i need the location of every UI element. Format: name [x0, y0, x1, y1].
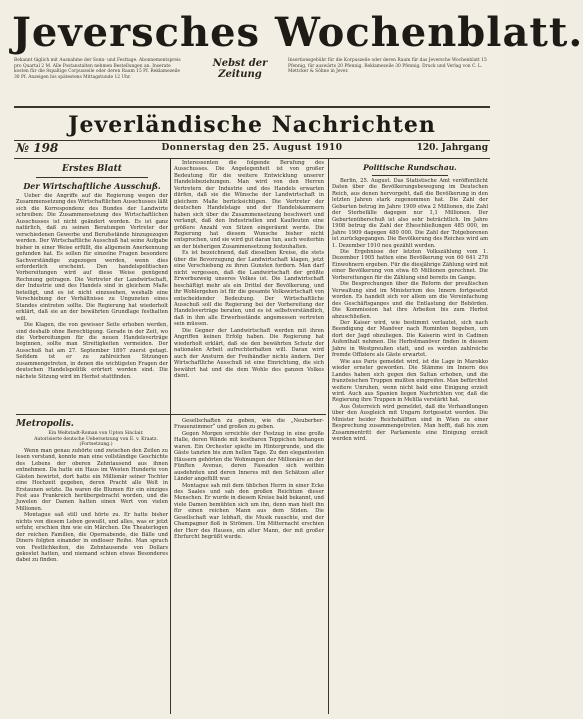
paragraph: Der Kaiser wird, wie bestimmt verlautet, sich nach Beendigung der Manöver nach Rominten begeben, um dort der Jagd obzuliegen. Die Kaiserin wird in Cadinen Aufenthalt nehmen. Die Herbstmanöver finden in diesem Jahre in Westpreußen statt, und es werden zahlreiche fremde Offiziere als Gäste erwartet. — [332, 319, 488, 359]
issue-date: Donnerstag den 25. August 1910 — [161, 143, 343, 153]
paragraph: Die Besprechungen über die Reform der preußischen Verwaltung sind im Ministerium des Innern fortgesetzt worden. Es handelt sich vor allem um die Vereinfachung des Geschäftsganges und die Entlastung der Behörden. Die Kommission hat ihre Arbeiten bis zum Herbst abzuschließen. — [332, 281, 488, 320]
paragraph: Montague sah mit dem üblichen Herrn in einer Ecke des Saales und sah den großen Reichtum dieser Menschen. Er wurde in diesem Kreise bald bekannt, und viele Damen bemühten sich um ihn, denn man hielt ihn für einen reichen Mann aus dem Süden. Die Gesellschaft war lebhaft, die Musik rauschte, und der Champagner floß in Strömen. Um Mitternacht erschien der Herr des Hauses, ein alter Mann, der mit großer Ehrfurcht begrüßt wurde. — [174, 482, 324, 541]
article-heading: Der Wirtschaftliche Ausschuß. — [23, 181, 161, 191]
paragraph: Ueber die Angriffe auf die Regierung wegen der Zusammensetzung des Wirtschaftlichen Ausschusses läßt sich die Korrespondenz des Bundes der Landwirte schreiben: Die Zusammensetzung des Wirtschaftlichen Ausschusses ist nicht geändert worden. Es ist ganz natürlich, daß zu seinen Beratungen Vertreter der verschiedenen Gewerbe und Berufsstände hinzugezogen werden. Der Wirtschaftliche Ausschuß hat seine Aufgabe bisher in einer Weise erfüllt, die allgemein Anerkennung gefunden hat. Es sollen für einzelne Fragen besondere Sachverständige zugezogen werden, wenn dies erforderlich erscheint. Den handelspolitischen Vorbereitungen wird auf diese Weise genügend Rechnung getragen. Die Vertreter der Landwirtschaft, der Industrie und des Handels sind in gleichem Maße beteiligt, und es ist nicht einzusehen, weshalb eine Verschiebung der Verhältnisse zu Ungunsten eines Standes eintreten sollte. Die Regierung hat wiederholt erklärt, daß sie an der bewährten Grundlage festhalten will. — [16, 193, 168, 322]
section-heading: Politische Rundschau. — [363, 163, 457, 172]
issue-year: 120. Jahrgang — [416, 143, 488, 153]
paragraph: Interessenten die folgende Berufung des Ausschusses. Die Angelegenheit ist von großer Bedeutung für die weitere Entwicklung unserer Handelsbeziehungen. Man wird von den Herren Vertretern der Industrie und des Handels erwarten dürfen, daß sie die Wünsche der Landwirtschaft in gleichem Maße berücksichtigen. Die Vertreter der deutschen Handelstage und der Handelskammern haben sich über die Zusammensetzung beschwert und verlangt, daß den Industriellen und Kaufleuten eine größere Anzahl von Sitzen eingeräumt werde. Die Regierung hat diesem Wunsche bisher nicht entsprochen, und sie wird gut daran tun, auch weiterhin an der bisherigen Zusammensetzung festzuhalten. — [174, 160, 324, 250]
subtitle: Jeverländische Nachrichten — [68, 112, 436, 138]
masthead-center-text: Nebst der Zeitung — [212, 58, 268, 80]
section-label: Erstes Blatt — [62, 164, 122, 174]
feature-translator: Autorisierte deutsche Uebersetzung von E. v. Kraatz. — [34, 436, 158, 442]
masthead-title: Jeversches Wochenblatt. — [12, 9, 583, 56]
paragraph: Es ist bezeichnend, daß dieselben Kreise, die stets über die Bevorzugung der Landwirtschaft klagen, jetzt eine Verschiebung zu ihren Gunsten fordern. Man darf nicht vergessen, daß die Landwirtschaft der größte Erwerbszweig unseres Volkes ist. Die Landwirtschaft beschäftigt mehr als ein Drittel der Bevölkerung, und ihr Wohlergehen ist für die gesamte Volkswirtschaft von entscheidender Bedeutung. Der Wirtschaftliche Ausschuß soll die Regierung bei der Vorbereitung der Handelsverträge beraten, und es ist selbstverständlich, daß in ihm alle Erwerbsstände angemessen vertreten sein müssen. — [174, 250, 324, 328]
column-divider-2 — [328, 159, 329, 714]
divider — [372, 175, 448, 176]
paragraph: Wenn man genau zuhörte und zwischen den Zeilen zu lesen verstand, konnte man eine vollständige Geschichte des Lebens der oberen Zehntausend aus ihnen entnehmen. Da hatte ein Haus im Westen Hunderte von Gästen bewirtet, dort hatte ein Millionär seiner Tochter eine Hochzeit gegeben, deren Pracht alle Welt in Erstaunen setzte. Da waren die Blumen für ein einziges Fest aus Frankreich herübergebracht worden, und die Juwelen der Damen hatten einen Wert von vielen Millionen. — [16, 447, 168, 512]
rule-top — [14, 106, 490, 108]
feature-subtitle: Ein Weltstadt-Roman von Upton Sinclair. — [48, 431, 144, 436]
paragraph: Gegen Morgen erreichte der Festzug in eine große Halle, deren Wände mit kostbaren Teppichen behangen waren. Ein Orchester spielte im Hintergrunde, und die Gäste tanzten bis zum hellen Tage. Zu den elegantesten Häusern gehörten die Wohnungen der Millionäre an der Fünften Avenue, deren Fassaden sich weithin ausdehnten und deren Inneres mit den Schätzen aller Länder angefüllt war. — [174, 430, 324, 483]
paragraph: Montague saß still und hörte zu. Er hatte bisher nichts von diesem Leben gewußt, und alles, was er jetzt erfuhr, erschien ihm wie ein Märchen. Die Theaterlogen der reichen Familien, die Opernabende, die Bälle und Diners folgten einander in endloser Reihe. Man sprach von Festlichkeiten, die Zehntausende von Dollars gekostet hatten, und niemand schien etwas Besonderes dabei zu finden. — [16, 512, 168, 564]
paragraph: Die Gegner der Landwirtschaft werden mit ihren Angriffen keinen Erfolg haben. Die Regierung hat wiederholt erklärt, daß sie den bewährten Schutz der nationalen Arbeit aufrechterhalten will. Daran wird auch der Ansturm der Freihändler nichts ändern. Der Wirtschaftliche Ausschuß ist eine Einrichtung, die sich bewährt hat und die dem Wohle des ganzen Volkes dient. — [174, 327, 324, 379]
paragraph: Die Klagen, die von gewisser Seite erhoben werden, sind deshalb ohne Berechtigung. Gerade in der Zeit, wo die Vorbereitungen für die neuen Handelsverträge beginnen, sollte man Streitigkeiten vermeiden. Der Ausschuß hat am 27. September 1897 zuerst getagt. Seitdem ist er zu zahlreichen Sitzungen zusammengetreten, in denen die wichtigsten Fragen der deutschen Handelspolitik erörtert worden sind. Die nächste Sitzung wird im Herbst stattfinden. — [16, 322, 168, 380]
divider — [36, 177, 148, 178]
column-3 — [332, 161, 488, 714]
paragraph: Aus Österreich wird gemeldet, daß die Verhandlungen über den Ausgleich mit Ungarn fortgesetzt werden. Die Minister beider Reichshälften sind in Wien zu einer Besprechung zusammengetreten. Man hofft, daß bis zum Zusammentritt der Parlamente eine Einigung erzielt werden wird. — [332, 403, 488, 443]
rule-bottom — [14, 158, 490, 159]
issue-number: № 198 — [16, 141, 59, 155]
masthead-left-notice: Bekannt täglich mit Ausnahme der Sonn- und Festtage. Abonnementspreis pro Quartal 2 M. Alle Postanstalten nehmen Bestellungen an. Inserate kosten für die 8spaltige Corpuszeile oder deren Raum 15 Pf. Reklamezeile 30 Pf. Anzeigen bis spätestens Mittagstunde 12 Uhr. — [14, 58, 181, 80]
feature-rule — [16, 414, 326, 415]
paragraph: Berlin, 25. August. Das Statistische Amt veröffentlicht Daten über die Bevölkerungsbewegung im Deutschen Reich, aus denen hervorgeht, daß die Bevölkerung in den letzten Jahren stark zugenommen hat. Die Zahl der Geburten betrug im Jahre 1909 etwa 2 Millionen, die Zahl der Sterbefälle dagegen nur 1,1 Millionen. Der Geburtenüberschuß ist also sehr beträchtlich. Im Jahre 1908 betrug die Zahl der Eheschließungen 485 000, im Jahre 1909 dagegen 480 000. Die Zahl der Totgeborenen ist zurückgegangen. Die Bevölkerung des Reiches wird am 1. Dezember 1910 neu gezählt werden. — [332, 178, 488, 249]
column-divider-1 — [170, 159, 171, 714]
feature-heading: Metropolis. — [16, 419, 74, 429]
masthead-right-notice: Insertionsgebühr für die Korpuszeile oder deren Raum für das Jeversche Wochenblatt 15 Pfennig, für auswärts 20 Pfennig. Reklamezeile 30 Pfennig. Druck und Verlag von C. L. Mettcker & Söhne in Jever. — [288, 58, 487, 75]
paragraph: Wie aus Paris gemeldet wird, ist die Lage in Marokko wieder ernster geworden. Die Stämme im Innern des Landes haben sich gegen den Sultan erhoben, und die französischen Truppen mußten eingreifen. Man befürchtet weitere Unruhen, wenn nicht bald eine Einigung erzielt wird. Auch aus Spanien liegen Nachrichten vor, daß die Regierung ihre Truppen in Melilla verstärkt hat. — [332, 358, 488, 404]
column-1-top — [16, 162, 168, 410]
feature-continued: (Fortsetzung.) — [79, 442, 113, 448]
column-2-feature — [174, 418, 324, 714]
paragraph: Die Ergebnisse der letzten Volkszählung vom 1. Dezember 1905 hatten eine Bevölkerung von 60 641 278 Einwohnern ergeben. Für die diesjährige Zählung wird mit einer Bevölkerung von etwa 65 Millionen gerechnet. Die Vorbereitungen für die Zählung sind bereits im Gange. — [332, 248, 488, 281]
paragraph: Gesellschaften zu geben, wie die „Neuberber-Frauenzimmer“ und großen zu geben. — [174, 418, 324, 431]
column-1-feature — [16, 418, 168, 714]
issue-bar — [14, 140, 490, 158]
